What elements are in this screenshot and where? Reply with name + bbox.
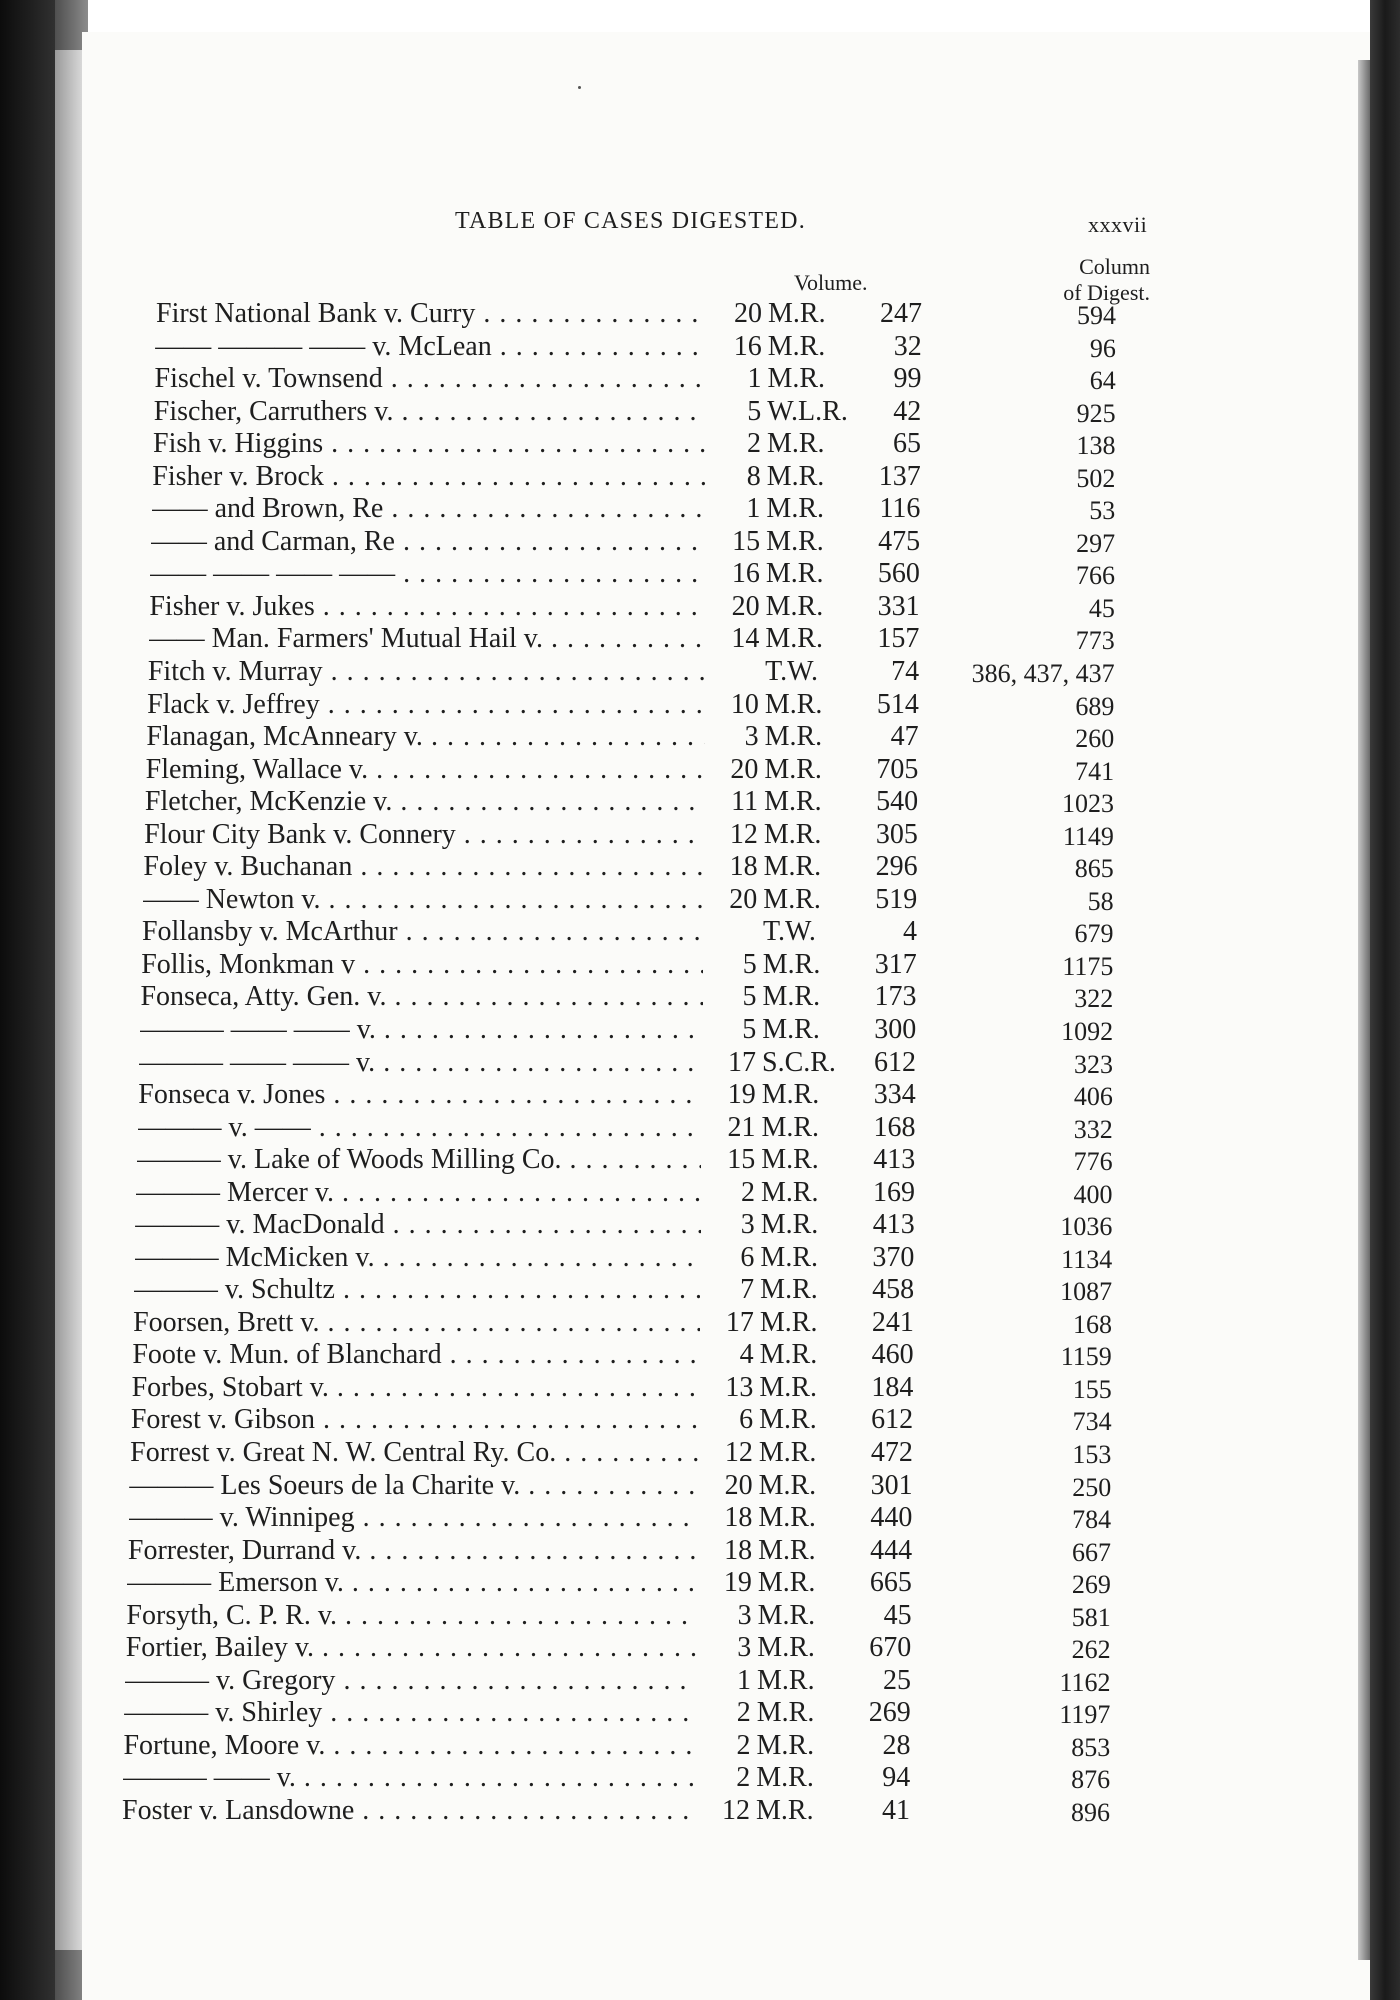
table-row [0,591,1400,623]
volume-number: 21 [727,1111,756,1143]
case-name: First National Bank v. Curry . . . [156,298,708,330]
case-name: ——— McMicken v. . . . [135,1242,701,1274]
table-row [0,1209,1400,1241]
report-page: 157 [877,623,920,655]
report-abbreviation: M.R. [756,1762,814,1794]
volume-number: 14 [731,623,760,655]
volume-number: 20 [724,1469,753,1501]
report-page: 41 [882,1795,910,1826]
digest-column: 853 [1071,1732,1111,1762]
report-page: 705 [876,753,919,785]
case-name: Foley v. Buchanan . . . [143,851,703,883]
digest-column: 269 [1071,1570,1111,1600]
case-name: Flour City Bank v. Connery . . . [144,819,704,851]
digest-column: 689 [1075,691,1115,721]
volume-number: 1 [747,363,762,395]
digest-column: 260 [1075,724,1115,754]
report-abbreviation: M.R. [761,1079,820,1111]
report-abbreviation: M.R. [759,1371,817,1403]
table-row [0,396,1400,428]
digest-column: 1149 [1062,821,1114,851]
report-abbreviation: M.R. [765,623,823,655]
case-name: Foster v. Lansdowne . . . [122,1795,696,1827]
report-abbreviation: M.R. [767,363,826,395]
report-page: 560 [877,558,920,590]
report-page: 612 [874,1046,916,1078]
case-name: Forrester, Durrand v. . . . [128,1535,698,1567]
table-row [0,298,1400,330]
table-row [0,1470,1400,1502]
digest-column: 297 [1076,528,1116,558]
case-name: Fish v. Higgins . . . [153,428,707,460]
report-abbreviation: S.C.R. [762,1046,836,1078]
table-row [0,1307,1400,1339]
digest-column: 1087 [1060,1277,1113,1307]
table-row [0,1079,1400,1111]
digest-column: 1036 [1060,1212,1113,1242]
table-row [0,884,1400,916]
digest-column: 1023 [1062,789,1115,819]
case-name: —— —— —— —— . . . [150,558,706,590]
digest-column: 667 [1072,1537,1112,1567]
volume-number: 20 [730,753,759,785]
report-abbreviation: M.R. [766,493,824,525]
table-row [0,1404,1400,1436]
report-page: 612 [871,1404,914,1436]
case-name: ——— v. Schultz . . . [134,1274,700,1306]
report-abbreviation: M.R. [764,786,822,818]
volume-number: 19 [727,1079,756,1111]
report-abbreviation: M.R. [763,883,821,915]
report-abbreviation: M.R. [760,1241,818,1273]
report-abbreviation: T.W. [765,655,819,687]
report-abbreviation: M.R. [757,1632,815,1664]
report-abbreviation: M.R. [761,1111,820,1143]
case-name: ——— v. Shirley . . . [124,1697,697,1729]
case-name: Forest v. Gibson . . . [131,1404,699,1436]
volume-number: 2 [736,1697,751,1729]
report-page: 440 [870,1502,913,1534]
case-name: ——— v. Lake of Woods Milling Co. . . . [137,1144,701,1176]
digest-column: 406 [1073,1082,1113,1112]
case-name: ——— Emerson v. . . . [127,1567,698,1599]
report-page: 665 [869,1567,912,1599]
digest-column: 581 [1071,1602,1111,1632]
report-page: 74 [891,655,920,687]
case-name: Fortier, Bailey v. . . . [126,1632,698,1664]
table-row [0,461,1400,493]
report-page: 514 [876,688,919,720]
case-name: Foote v. Mun. of Blanchard . . . [132,1339,699,1371]
volume-number: 5 [742,1013,757,1045]
report-page: 472 [870,1437,913,1469]
digest-column: 1092 [1061,1016,1114,1046]
report-abbreviation: M.R. [768,298,826,329]
volume-number: 7 [740,1274,755,1306]
case-name: —— Newton v. . . . [143,884,704,916]
case-name: Follansby v. McArthur . . . [142,916,703,948]
table-row [0,1762,1400,1794]
volume-number: 16 [733,330,762,362]
report-page: 458 [872,1274,915,1306]
volume-number: 3 [737,1632,752,1664]
report-abbreviation: M.R. [760,1274,818,1306]
case-name: ——— —— v. . . . [123,1762,697,1794]
report-page: 334 [873,1079,916,1111]
volume-number: 18 [724,1534,753,1566]
report-page: 137 [878,460,921,492]
report-abbreviation: T.W. [763,916,816,948]
case-name: —— and Brown, Re . . . [152,493,707,525]
volume-number: 4 [739,1339,754,1371]
digest-column: 776 [1073,1147,1113,1177]
volume-number: 20 [729,883,758,915]
table-row [0,1437,1400,1469]
digest-column: 594 [1077,301,1116,330]
volume-number: 20 [731,590,760,622]
report-abbreviation: M.R. [766,525,824,557]
digest-column: 332 [1073,1114,1113,1144]
volume-number: 12 [729,818,758,850]
table-row [0,1697,1400,1729]
table-row [0,819,1400,851]
digest-column: 138 [1076,431,1116,461]
digest-column: 896 [1071,1798,1110,1827]
table-row [0,1112,1400,1144]
report-page: 331 [877,590,920,622]
case-name: ——— —— —— v. . . . [139,1047,702,1079]
case-name: Forrest v. Great N. W. Central Ry. Co. . . . [130,1437,699,1469]
volume-number: 6 [740,1241,755,1273]
report-abbreviation: M.R. [764,753,822,785]
table-row [0,1177,1400,1209]
volume-number: 18 [724,1502,753,1534]
digest-column: 679 [1074,919,1114,949]
report-page: 540 [876,786,919,818]
report-abbreviation: M.R. [756,1729,815,1761]
digest-column: 58 [1087,886,1114,916]
table-row [0,1339,1400,1371]
report-page: 47 [890,721,919,753]
volume-number: 2 [736,1729,751,1761]
volume-number: 11 [731,786,759,818]
volume-number: 3 [744,721,759,753]
digest-column: 1175 [1062,951,1114,981]
volume-number: 2 [736,1762,751,1794]
report-abbreviation: M.R. [756,1795,814,1826]
case-name: ——— v. Gregory . . . [125,1665,697,1697]
report-abbreviation: M.R. [758,1534,816,1566]
report-abbreviation: M.R. [757,1664,815,1696]
table-row [0,1242,1400,1274]
digest-column: 250 [1072,1472,1112,1502]
report-page: 4 [903,916,918,948]
digest-column: 1162 [1059,1667,1111,1697]
digest-column: 773 [1075,626,1115,656]
case-name: —— Man. Farmers' Mutual Hail v. . . . [149,623,706,655]
report-abbreviation: M.R. [762,948,821,980]
digest-column: 1134 [1061,1244,1113,1274]
digest-heading-line: Column [1079,254,1150,279]
report-page: 247 [880,298,922,329]
page-number: xxxvii [1088,212,1148,237]
report-page: 241 [871,1306,914,1338]
volume-number: 12 [724,1437,753,1469]
volume-number: 20 [734,298,762,329]
table-row [0,1600,1400,1632]
case-name: Forsyth, C. P. R. v. . . . [126,1600,697,1632]
report-page: 32 [893,330,922,362]
report-abbreviation: M.R. [762,1013,820,1045]
volume-number: 17 [725,1306,754,1338]
report-page: 475 [878,525,921,557]
digest-column: 1159 [1060,1342,1112,1372]
case-name: Fortune, Moore v. . . . [123,1730,696,1762]
case-name: ——— v. MacDonald . . . [135,1209,700,1241]
table-row [0,1795,1400,1827]
case-name: Fischer, Carruthers v. . . . [154,396,707,428]
report-abbreviation: M.R. [765,590,824,622]
table-row [0,493,1400,525]
table-row [0,428,1400,460]
report-abbreviation: M.R. [763,818,822,850]
volume-column-heading: Volume. [794,270,868,295]
report-abbreviation: W.L.R. [767,395,848,427]
table-row [0,1730,1400,1762]
case-name: ——— v. —— . . . [138,1112,702,1144]
page-title: TABLE OF CASES DIGESTED. [455,208,806,234]
report-abbreviation: M.R. [767,330,826,362]
digest-column: 53 [1089,496,1116,526]
volume-number: 2 [746,428,761,460]
report-abbreviation: M.R. [764,721,823,753]
report-page: 413 [872,1209,915,1241]
report-page: 45 [883,1599,912,1631]
case-name: —— and Carman, Re . . . [151,526,706,558]
report-page: 413 [873,1144,916,1176]
volume-number: 5 [747,395,762,427]
table-row [0,1047,1400,1079]
digest-column: 734 [1072,1407,1112,1437]
digest-column: 1197 [1059,1700,1111,1730]
volume-number: 16 [731,558,760,590]
report-page: 670 [869,1632,912,1664]
digest-heading-line: of Digest. [1063,280,1150,305]
report-page: 42 [893,395,922,427]
volume-number: 15 [727,1144,756,1176]
case-name: Foorsen, Brett v. . . . [133,1307,700,1339]
case-name: Flanagan, McAnneary v. . . . [146,721,704,753]
volume-number: 18 [729,851,758,883]
volume-number: 6 [739,1404,754,1436]
report-abbreviation: M.R. [765,558,824,590]
table-row [0,851,1400,883]
report-page: 169 [872,1176,915,1208]
digest-column: 96 [1089,333,1116,363]
digest-column: 865 [1074,854,1114,884]
report-page: 116 [879,493,921,525]
report-abbreviation: M.R. [764,688,823,720]
digest-column: 64 [1089,366,1116,396]
table-row [0,1274,1400,1306]
table-row [0,656,1400,688]
digest-column: 925 [1076,398,1116,428]
report-abbreviation: M.R. [758,1437,817,1469]
report-page: 460 [871,1339,914,1371]
report-page: 168 [873,1111,916,1143]
report-page: 99 [893,363,922,395]
case-name: Fonseca v. Jones . . . [138,1079,701,1111]
report-page: 25 [883,1664,912,1696]
volume-number: 1 [737,1664,752,1696]
case-name: —— ——— —— v. McLean . . . [155,331,707,363]
case-name: ——— —— —— v. . . . [140,1014,703,1046]
report-abbreviation: M.R. [763,851,822,883]
volume-number: 5 [742,948,757,980]
volume-number: 1 [746,493,761,525]
report-page: 65 [892,428,921,460]
case-name: ——— Mercer v. . . . [136,1177,701,1209]
case-name: ——— Les Soeurs de la Charite v. . . . [129,1470,698,1502]
table-row [0,949,1400,981]
table-row [0,1014,1400,1046]
report-page: 370 [872,1241,915,1273]
volume-number: 8 [746,460,761,492]
table-row [0,1567,1400,1599]
report-page: 296 [875,851,918,883]
report-page: 28 [882,1729,911,1761]
digest-column: 741 [1075,756,1115,786]
digest-column: 400 [1073,1179,1113,1209]
digest-column: 153 [1072,1440,1112,1470]
table-row [0,689,1400,721]
report-abbreviation: M.R. [759,1306,818,1338]
report-abbreviation: M.R. [760,1176,819,1208]
volume-number: 19 [723,1567,752,1599]
case-name: Fonseca, Atty. Gen. v. . . . [140,981,702,1013]
report-abbreviation: M.R. [758,1469,817,1501]
digest-column: 502 [1076,463,1116,493]
table-row [0,1502,1400,1534]
digest-column: 766 [1075,561,1115,591]
volume-number: 3 [740,1209,755,1241]
volume-number: 2 [740,1176,755,1208]
digest-column: 323 [1074,1049,1113,1079]
case-name: Fisher v. Jukes . . . [149,591,705,623]
table-row [0,1144,1400,1176]
report-abbreviation: M.R. [760,1209,819,1241]
report-page: 519 [875,883,918,915]
case-name: ——— v. Winnipeg . . . [129,1502,699,1534]
digest-column: 322 [1074,984,1114,1014]
report-abbreviation: M.R. [759,1339,818,1371]
case-name: Fisher v. Brock . . . [152,461,706,493]
case-name: Flack v. Jeffrey . . . [147,689,705,721]
report-page: 184 [871,1371,914,1403]
report-page: 301 [870,1469,913,1501]
report-abbreviation: M.R. [758,1502,816,1534]
report-abbreviation: M.R. [759,1404,817,1436]
table-row [0,363,1400,395]
case-name: Fletcher, McKenzie v. . . . [145,786,704,818]
report-abbreviation: M.R. [766,428,825,460]
report-page: 269 [868,1697,911,1729]
table-row [0,331,1400,363]
report-abbreviation: M.R. [756,1697,815,1729]
digest-column: 386, 437, 437 [971,658,1115,688]
table-row [0,916,1400,948]
digest-column: 784 [1072,1505,1112,1535]
case-name: Fleming, Wallace v. . . . [146,754,705,786]
report-abbreviation: M.R. [757,1567,816,1599]
report-abbreviation: M.R. [757,1599,816,1631]
volume-number: 12 [722,1795,750,1826]
case-name: Fischel v. Townsend . . . [155,363,708,395]
digest-column: 876 [1071,1765,1111,1795]
volume-number: 3 [737,1599,752,1631]
table-row [0,1632,1400,1664]
report-page: 300 [874,1013,917,1045]
volume-number: 13 [725,1371,754,1403]
report-page: 317 [874,948,917,980]
table-row [0,786,1400,818]
table-row [0,558,1400,590]
table-row [0,981,1400,1013]
volume-number: 15 [732,525,761,557]
report-page: 173 [874,981,917,1013]
report-abbreviation: M.R. [762,981,821,1013]
digest-column: 262 [1071,1635,1111,1665]
digest-column: 168 [1072,1309,1112,1339]
table-row [0,623,1400,655]
digest-column: 45 [1088,593,1115,623]
table-row [0,754,1400,786]
table-row [0,526,1400,558]
table-row [0,1665,1400,1697]
table-row [0,1535,1400,1567]
volume-number: 17 [728,1046,756,1078]
table-row [0,721,1400,753]
report-abbreviation: M.R. [766,460,825,492]
volume-number: 10 [730,688,759,720]
case-name: Follis, Monkman v . . . [141,949,703,981]
table-row [0,1372,1400,1404]
volume-number: 5 [742,981,757,1013]
digest-column: 155 [1072,1374,1112,1404]
report-page: 94 [882,1762,911,1794]
report-page: 305 [875,818,918,850]
report-page: 444 [870,1534,913,1566]
report-abbreviation: M.R. [761,1144,819,1176]
case-name: Forbes, Stobart v. . . . [132,1372,700,1404]
case-name: Fitch v. Murray . . . [148,656,705,688]
